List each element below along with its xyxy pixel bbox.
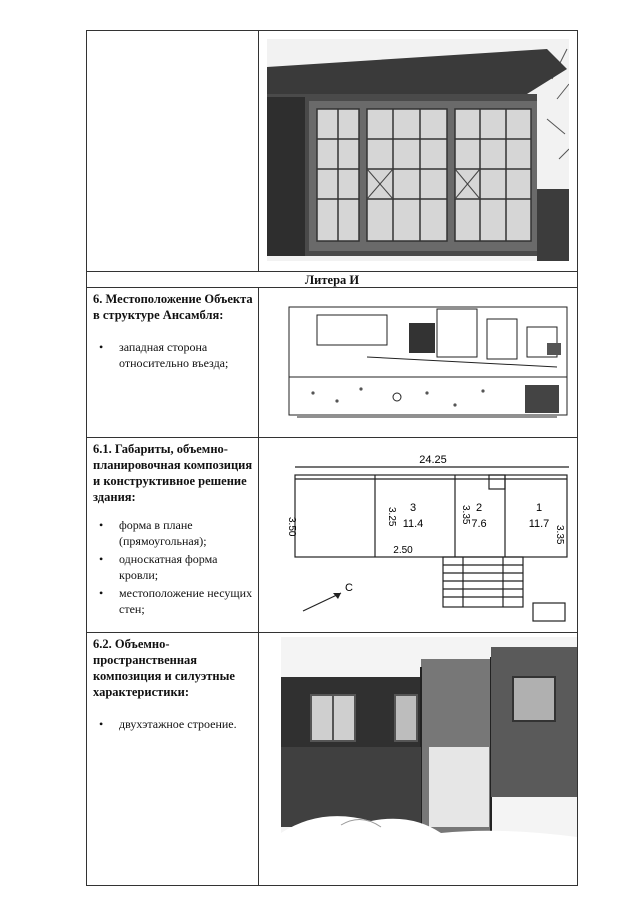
row-divider: [87, 271, 577, 272]
list-item: • западная сторона относительно въезда;: [93, 339, 253, 371]
room-number: 1: [535, 502, 543, 514]
section-heading: 6.2. Объемно-пространственная композиция и силуэтные характеристики:: [93, 637, 235, 699]
document-table: [86, 30, 578, 886]
room-area: 11.7: [528, 518, 550, 530]
list-item: • односкатная форма кровли;: [93, 551, 253, 583]
list-item: • двухэтажное строение.: [93, 716, 253, 732]
row-divider: [87, 437, 577, 438]
column-divider: [258, 31, 259, 271]
floor-plan-drawing: [283, 445, 577, 629]
section-heading: 6.1. Габариты, объемно-планировочная композиция и конструктивное решение здания:: [93, 442, 253, 504]
room-area: 11.4: [402, 518, 424, 530]
overall-dimension: 24.25: [419, 454, 447, 466]
room-number: 3: [409, 502, 417, 514]
list-item: • местоположение несущих стен;: [93, 585, 253, 617]
room-dimension: 2.50: [393, 545, 413, 556]
room-dimension: 3.35: [554, 525, 565, 545]
row-divider: [87, 287, 577, 288]
litera-heading: Литера И: [304, 273, 360, 287]
row-divider: [87, 632, 577, 633]
room-dimension: 3.35: [460, 505, 471, 525]
building-exterior-photo: [281, 637, 577, 863]
window-facade-photo: [267, 39, 569, 261]
room-number: 2: [475, 502, 483, 514]
left-height-dimension: 3.50: [286, 517, 297, 537]
section-composition: [93, 636, 253, 734]
section-location: [93, 291, 253, 373]
column-divider: [258, 287, 259, 885]
section-dimensions: [93, 441, 253, 619]
north-label: С: [345, 582, 353, 594]
room-dimension: 3.25: [386, 507, 397, 527]
bullet-list: [93, 716, 253, 732]
bullet-list: [93, 517, 253, 617]
room-area: 7.6: [471, 518, 487, 530]
list-item: • форма в плане (прямоугольная);: [93, 517, 253, 549]
section-heading: 6. Местоположение Объекта в структуре Ансамбля:: [93, 292, 253, 322]
site-plan-drawing: [277, 297, 575, 435]
bullet-list: [93, 339, 253, 371]
